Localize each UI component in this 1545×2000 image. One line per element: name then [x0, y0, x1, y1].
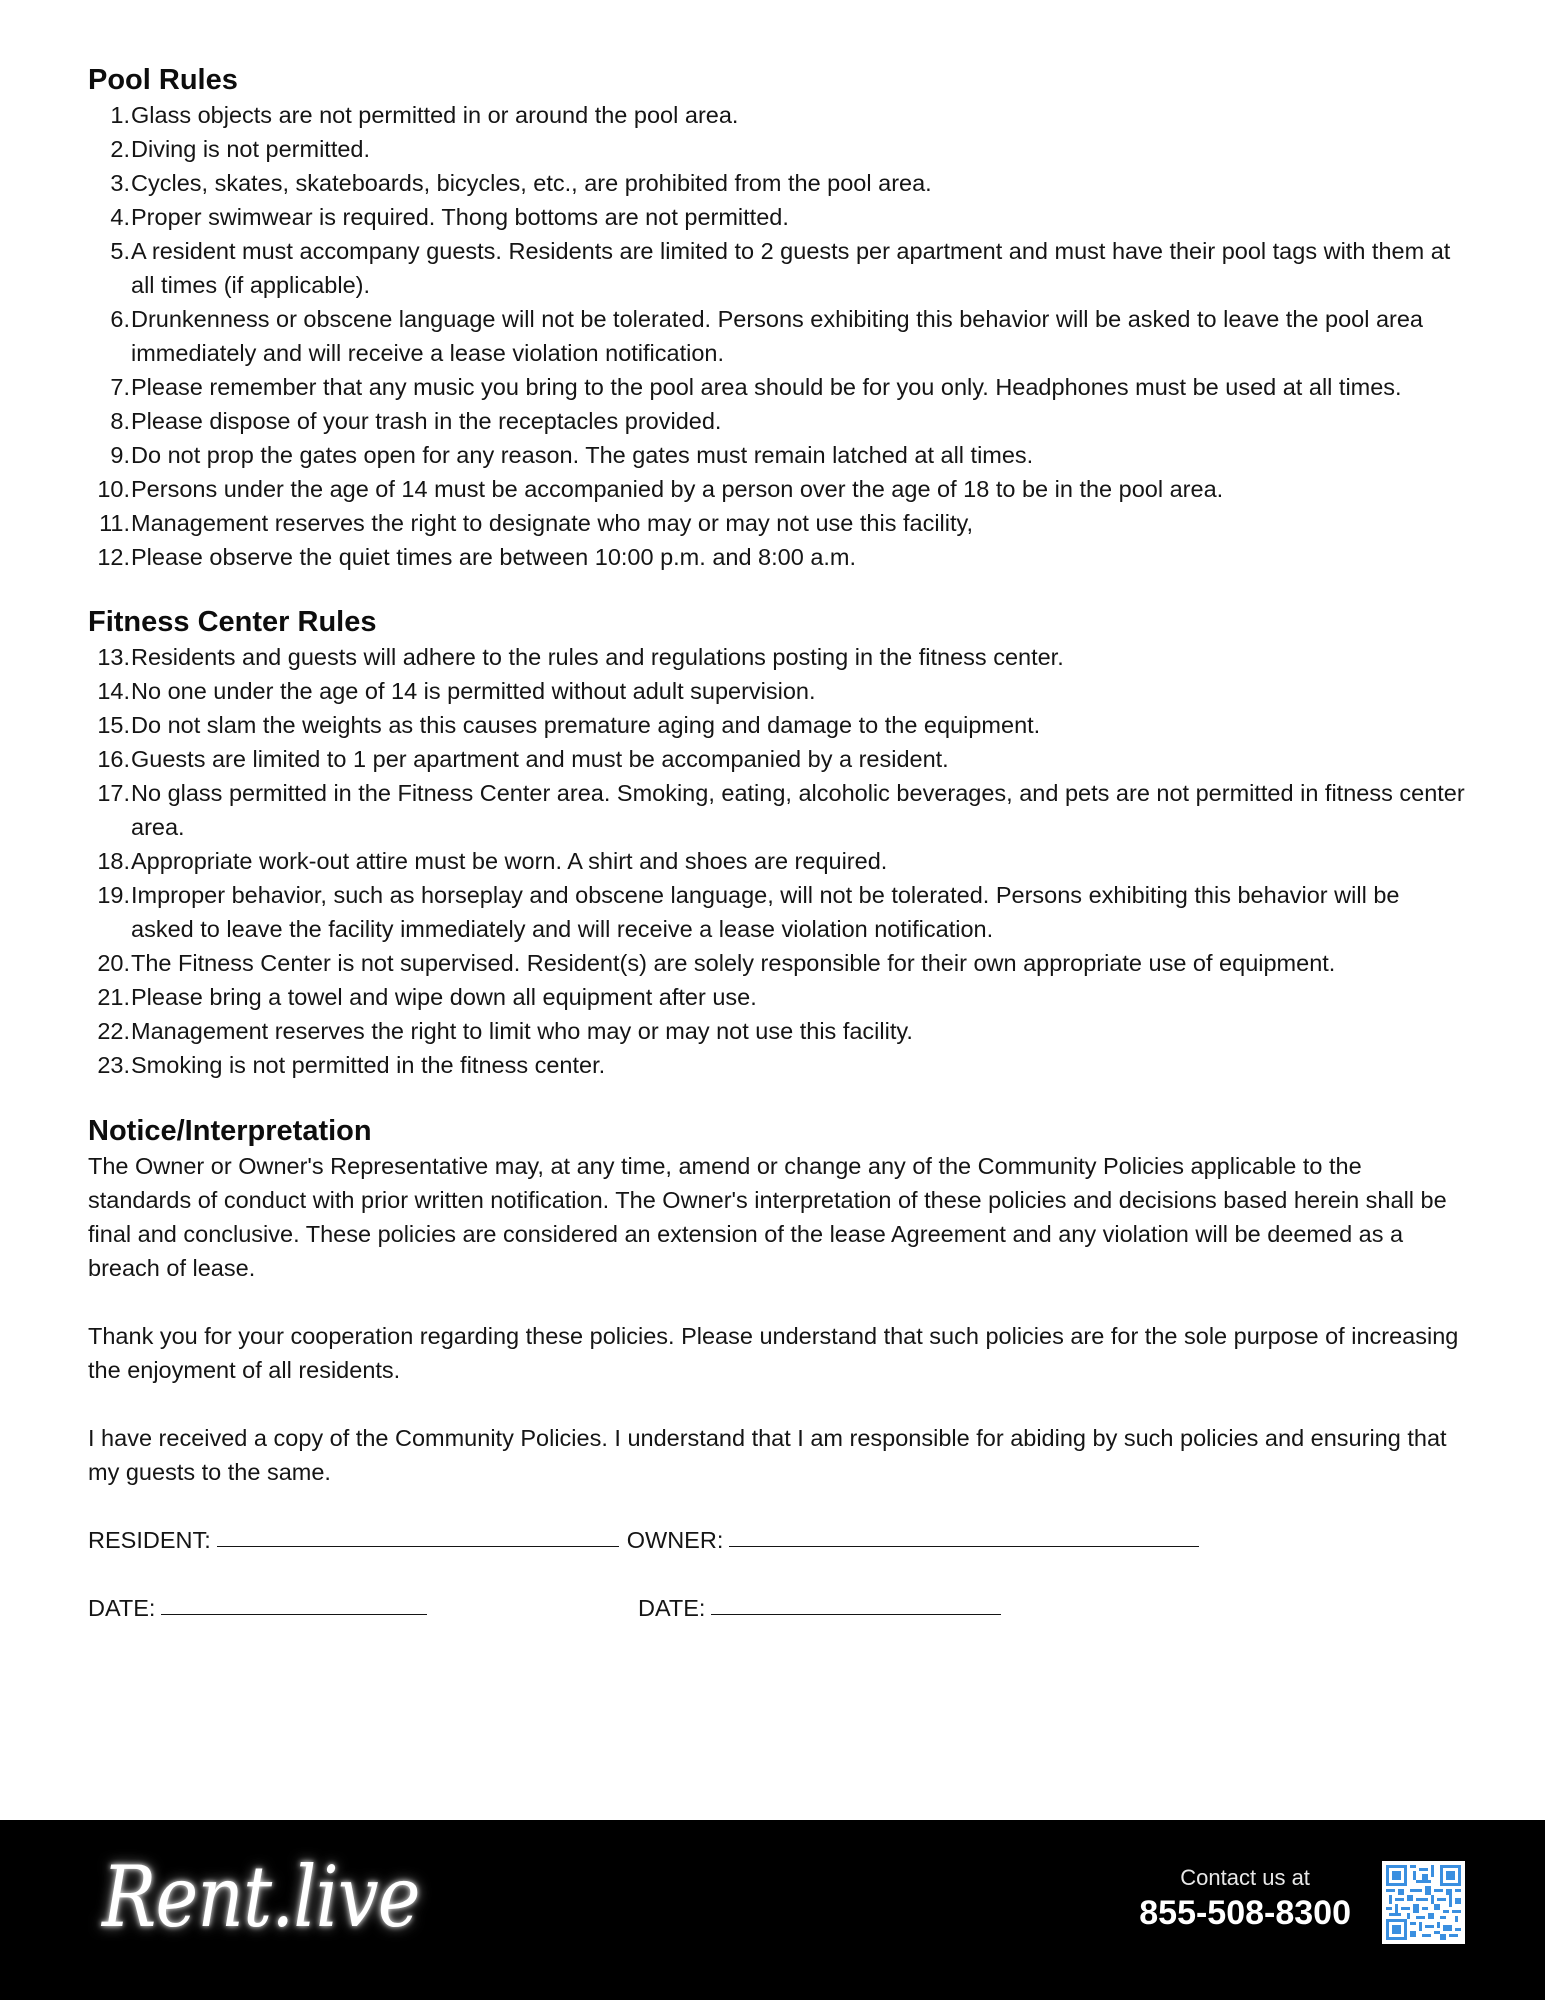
- resident-date-group: [88, 1591, 638, 1625]
- rule-item: [88, 946, 1468, 980]
- rule-item: [88, 708, 1468, 742]
- rule-text: Please bring a towel and wipe down all equipment after use.: [131, 984, 757, 1010]
- resident-date-label: DATE:: [88, 1595, 156, 1621]
- rule-item: [88, 878, 1468, 946]
- section-spacer: [88, 574, 1468, 604]
- resident-label: RESIDENT:: [88, 1527, 211, 1553]
- rule-item: [88, 1014, 1468, 1048]
- rule-item: [88, 200, 1468, 234]
- rule-text: Drunkenness or obscene language will not be tolerated. Persons exhibiting this behavior will be asked to leave the pool area immediately and will receive a lease violation notification.: [131, 306, 1423, 366]
- footer: [0, 1820, 1545, 2000]
- owner-signature-field[interactable]: [729, 1523, 1199, 1547]
- rule-item: [88, 166, 1468, 200]
- rule-number: 3.: [110, 170, 130, 196]
- rule-item: [88, 1048, 1468, 1082]
- rule-text: No glass permitted in the Fitness Center area. Smoking, eating, alcoholic beverages, and pets are not permitted in fitness center area.: [131, 780, 1465, 840]
- rule-number: 11.: [99, 510, 130, 536]
- rule-number: 5.: [110, 238, 130, 264]
- paragraph-spacer: [88, 1285, 1468, 1319]
- rule-number: 2.: [110, 136, 130, 162]
- section-spacer: [88, 1082, 1468, 1113]
- notice-heading: Notice/Interpretation: [88, 1115, 372, 1147]
- rule-text: Diving is not permitted.: [131, 136, 371, 162]
- owner-label: OWNER:: [626, 1527, 724, 1553]
- rule-text: Cycles, skates, skateboards, bicycles, etc., are prohibited from the pool area.: [131, 170, 932, 196]
- qr-code-graphic: [1386, 1865, 1461, 1940]
- date-row: [88, 1591, 1468, 1625]
- pool-rules-list: [88, 98, 1468, 574]
- rule-number: 9.: [110, 442, 130, 468]
- rule-number: 1.: [110, 102, 130, 128]
- resident-date-field[interactable]: [161, 1591, 427, 1615]
- rule-number: 6.: [110, 306, 130, 332]
- rule-number: 14.: [97, 678, 130, 704]
- rule-number: 7.: [110, 374, 130, 400]
- policy-document: [88, 62, 1468, 1625]
- rule-text: Management reserves the right to designate who may or may not use this facility,: [131, 510, 974, 536]
- rule-text: Please remember that any music you bring to the pool area should be for you only. Headphones must be used at all times.: [131, 374, 1402, 400]
- signature-row: [88, 1523, 1468, 1557]
- contact-label: Contact us at: [1180, 1865, 1310, 1890]
- rent-live-logo: Rent.live: [102, 1848, 420, 1946]
- rule-number: 20.: [97, 950, 130, 976]
- rule-item: [88, 472, 1468, 506]
- rule-item: [88, 640, 1468, 674]
- rule-text: Proper swimwear is required. Thong bottoms are not permitted.: [131, 204, 789, 230]
- rule-text: Please observe the quiet times are between 10:00 p.m. and 8:00 a.m.: [131, 544, 857, 570]
- rule-text: Guests are limited to 1 per apartment and must be accompanied by a resident.: [131, 746, 949, 772]
- rule-item: [88, 302, 1468, 370]
- rule-text: Do not slam the weights as this causes premature aging and damage to the equipment.: [131, 712, 1041, 738]
- rule-item: [88, 980, 1468, 1014]
- rule-text: No one under the age of 14 is permitted without adult supervision.: [131, 678, 816, 704]
- rule-item: [88, 506, 1468, 540]
- rule-text: Persons under the age of 14 must be accompanied by a person over the age of 18 to be in the pool area.: [131, 476, 1224, 502]
- rule-item: [88, 776, 1468, 844]
- rule-text: Please dispose of your trash in the receptacles provided.: [131, 408, 722, 434]
- rule-number: 19.: [97, 882, 130, 908]
- rule-item: [88, 132, 1468, 166]
- rule-number: 10.: [97, 476, 130, 502]
- rule-text: Smoking is not permitted in the fitness center.: [131, 1052, 606, 1078]
- rule-text: Do not prop the gates open for any reason. The gates must remain latched at all times.: [131, 442, 1034, 468]
- thank-you-paragraph: Thank you for your cooperation regarding these policies. Please understand that such policies are for the sole purpose of increasing the enjoyment of all residents.: [88, 1323, 1459, 1383]
- qr-code-icon[interactable]: [1382, 1861, 1465, 1944]
- contact-phone[interactable]: 855-508-8300: [1139, 1894, 1351, 1932]
- fitness-rules-list: [88, 640, 1468, 1082]
- acknowledgement-paragraph: I have received a copy of the Community Policies. I understand that I am responsible for abiding by such policies and ensuring that my guests to the same.: [88, 1425, 1447, 1485]
- owner-date-label: DATE:: [638, 1595, 706, 1621]
- rule-number: 15.: [97, 712, 130, 738]
- rule-number: 23.: [97, 1052, 130, 1078]
- rule-item: [88, 98, 1468, 132]
- rule-number: 22.: [97, 1018, 130, 1044]
- rule-item: [88, 404, 1468, 438]
- fitness-rules-heading: Fitness Center Rules: [88, 606, 377, 638]
- rule-text: A resident must accompany guests. Residents are limited to 2 guests per apartment and must have their pool tags with them at all times (if applicable).: [131, 238, 1451, 298]
- rule-item: [88, 540, 1468, 574]
- rule-item: [88, 234, 1468, 302]
- rule-number: 18.: [97, 848, 130, 874]
- rule-item: [88, 438, 1468, 472]
- rule-item: [88, 742, 1468, 776]
- paragraph-spacer: [88, 1387, 1468, 1421]
- notice-paragraph: The Owner or Owner's Representative may, at any time, amend or change any of the Community Policies applicable to the standards of conduct with prior written notification. The Owner's interpretation of these policies and decisions based herein shall be final and conclusive. These policies are considered an extension of the lease Agreement and any violation will be deemed as a breach of lease.: [88, 1153, 1447, 1281]
- rule-item: [88, 674, 1468, 708]
- rule-number: 12.: [97, 544, 130, 570]
- rule-number: 21.: [97, 984, 130, 1010]
- pool-rules-heading: Pool Rules: [88, 64, 238, 96]
- rule-text: Management reserves the right to limit who may or may not use this facility.: [131, 1018, 913, 1044]
- rule-number: 13.: [97, 644, 130, 670]
- rule-text: The Fitness Center is not supervised. Resident(s) are solely responsible for their own appropriate use of equipment.: [131, 950, 1336, 976]
- rule-number: 16.: [97, 746, 130, 772]
- rule-number: 4.: [110, 204, 130, 230]
- contact-block: [1139, 1864, 1351, 1934]
- rule-text: Appropriate work-out attire must be worn. A shirt and shoes are required.: [131, 848, 888, 874]
- owner-date-field[interactable]: [711, 1591, 1001, 1615]
- rule-text: Improper behavior, such as horseplay and obscene language, will not be tolerated. Persons exhibiting this behavior will be asked to leave the facility immediately and will receive a lease violation notification.: [131, 882, 1400, 942]
- rule-item: [88, 370, 1468, 404]
- rule-item: [88, 844, 1468, 878]
- rule-number: 8.: [110, 408, 130, 434]
- rule-text: Residents and guests will adhere to the rules and regulations posting in the fitness center.: [131, 644, 1064, 670]
- rule-text: Glass objects are not permitted in or around the pool area.: [131, 102, 739, 128]
- rule-number: 17.: [97, 780, 130, 806]
- resident-signature-field[interactable]: [217, 1523, 619, 1547]
